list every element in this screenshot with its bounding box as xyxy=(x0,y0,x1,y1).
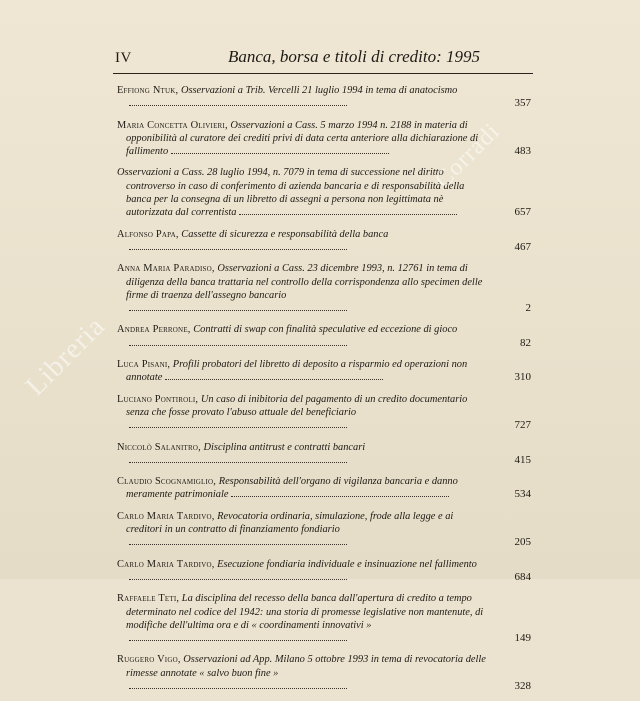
entry-title: Disciplina antitrust e contratti bancari xyxy=(203,441,366,453)
index-entry xyxy=(117,475,531,502)
dot-leader xyxy=(129,632,347,641)
entry-title: Esecuzione fondiaria individuale e insinuazione nel fallimento xyxy=(217,558,477,570)
entry-title: Un caso di inibitoria del pagamento di un credito documentario senza che fosse provato l'abuso attuale del beneficiario xyxy=(126,393,468,418)
entry-page: 328 xyxy=(514,679,531,692)
index-entry xyxy=(117,393,531,433)
dot-leader xyxy=(129,419,347,428)
entry-author: Alfonso Papa, xyxy=(117,228,179,240)
entry-page: 357 xyxy=(514,97,531,110)
entry-author: Effiong Ntuk, xyxy=(117,85,179,96)
dot-leader xyxy=(231,488,449,497)
dot-leader xyxy=(129,241,347,250)
dot-leader xyxy=(239,206,457,215)
header-rule xyxy=(113,73,533,74)
index-entry xyxy=(117,592,531,645)
index-entry xyxy=(117,558,531,585)
entry-author: Raffaele Teti, xyxy=(117,593,180,605)
index-entry xyxy=(117,228,531,255)
dot-leader xyxy=(171,145,389,154)
entry-author: Andrea Perrone, xyxy=(117,324,191,336)
entry-page: 310 xyxy=(514,371,531,384)
page-number: IV xyxy=(115,50,132,66)
index-entry xyxy=(117,323,531,350)
dot-leader xyxy=(129,680,347,689)
index-entry xyxy=(117,262,531,315)
entry-title: Osservazioni ad App. Milano 5 ottobre 1993 in tema di revocatoria delle rimesse annotate « salvo buon fine » xyxy=(126,654,486,679)
entry-title: Contratti di swap con finalità speculative ed eccezione di gioco xyxy=(193,324,458,336)
entry-title: Osservazioni a Cass. 5 marzo 1994 n. 2188 in materia di opponibilità al curatore dei crediti privi di data certa anteriore alla dichiarazione di fallimento xyxy=(126,119,479,158)
watermark-right: Corradi xyxy=(430,118,506,194)
entry-title: La disciplina del recesso della banca dall'apertura di credito a tempo determinato nel codice del 1942: una storia di promesse legislative non mantenute, di modifiche dell'ultima ora e di « coordinamenti innovativi » xyxy=(126,593,484,631)
running-title: Banca, borsa e titoli di credito: 1995 xyxy=(228,47,480,66)
entry-page: 467 xyxy=(514,240,531,253)
entry-page: 657 xyxy=(514,206,531,219)
entry-author: Anna Maria Paradiso, xyxy=(117,263,215,275)
index-entry xyxy=(117,441,531,468)
entry-page: 82 xyxy=(520,336,531,349)
index-entry xyxy=(117,84,531,111)
entry-page: 2 xyxy=(525,302,531,315)
index-list xyxy=(117,84,531,701)
entry-author: Claudio Scognamiglio, xyxy=(117,476,217,488)
entry-page: 483 xyxy=(514,145,531,158)
entry-author: Niccolò Salanitro, xyxy=(117,441,201,453)
entry-page: 727 xyxy=(514,419,531,432)
index-entry xyxy=(117,653,531,693)
dot-leader xyxy=(129,302,347,311)
dot-leader xyxy=(129,337,347,346)
entry-title: Revocatoria ordinaria, simulazione, frode alla legge e ai creditori in un contratto di finanziamento fondiario xyxy=(126,510,454,536)
entry-page: 684 xyxy=(514,570,531,583)
entry-author: Carlo Maria Tardivo, xyxy=(117,510,215,522)
entry-author: Luciano Pontiroli, xyxy=(117,393,199,405)
dot-leader xyxy=(129,536,347,545)
index-entry xyxy=(117,166,531,219)
entry-title: Osservazioni a Trib. Vercelli 21 luglio 1994 in tema di anatocismo xyxy=(180,85,458,96)
entry-title: Profili probatori del libretto di deposito a risparmio ed operazioni non annotate xyxy=(126,359,468,384)
entry-title: Osservazioni a Cass. 28 luglio 1994, n. 7079 in tema di successione nel diritto controverso in caso di conferimento di azienda bancaria e di responsabilità della banca per la consegna di un libretto di assegni a persona non legittimata nè autorizzata dal correntista xyxy=(117,167,465,219)
entry-author: Maria Concetta Olivieri, xyxy=(117,119,228,131)
entry-page: 205 xyxy=(514,536,531,549)
entry-author: Carlo Maria Tardivo, xyxy=(117,558,215,570)
entry-page: 534 xyxy=(514,488,531,501)
entry-author: Ruggero Vigo, xyxy=(117,654,181,666)
dot-leader xyxy=(165,371,383,380)
watermark-left: Libreria xyxy=(20,310,112,402)
dot-leader xyxy=(129,97,347,106)
entry-title: Osservazioni a Cass. 23 dicembre 1993, n. 12761 in tema di diligenza della banca trattaria nel controllo della corrispondenza allo specimen delle firme di traenza dell'assegno bancario xyxy=(126,263,483,301)
entry-page: 149 xyxy=(514,632,531,645)
entry-title: Cassette di sicurezza e responsabilità della banca xyxy=(181,228,389,240)
dot-leader xyxy=(129,454,347,463)
index-entry xyxy=(117,358,531,385)
entry-page: 415 xyxy=(514,453,531,466)
entry-title: Responsabilità dell'organo di vigilanza bancaria e danno meramente patrimoniale xyxy=(126,476,458,501)
index-entry xyxy=(117,119,531,159)
entry-author: Luca Pisani, xyxy=(117,359,171,371)
index-entry xyxy=(117,510,531,550)
